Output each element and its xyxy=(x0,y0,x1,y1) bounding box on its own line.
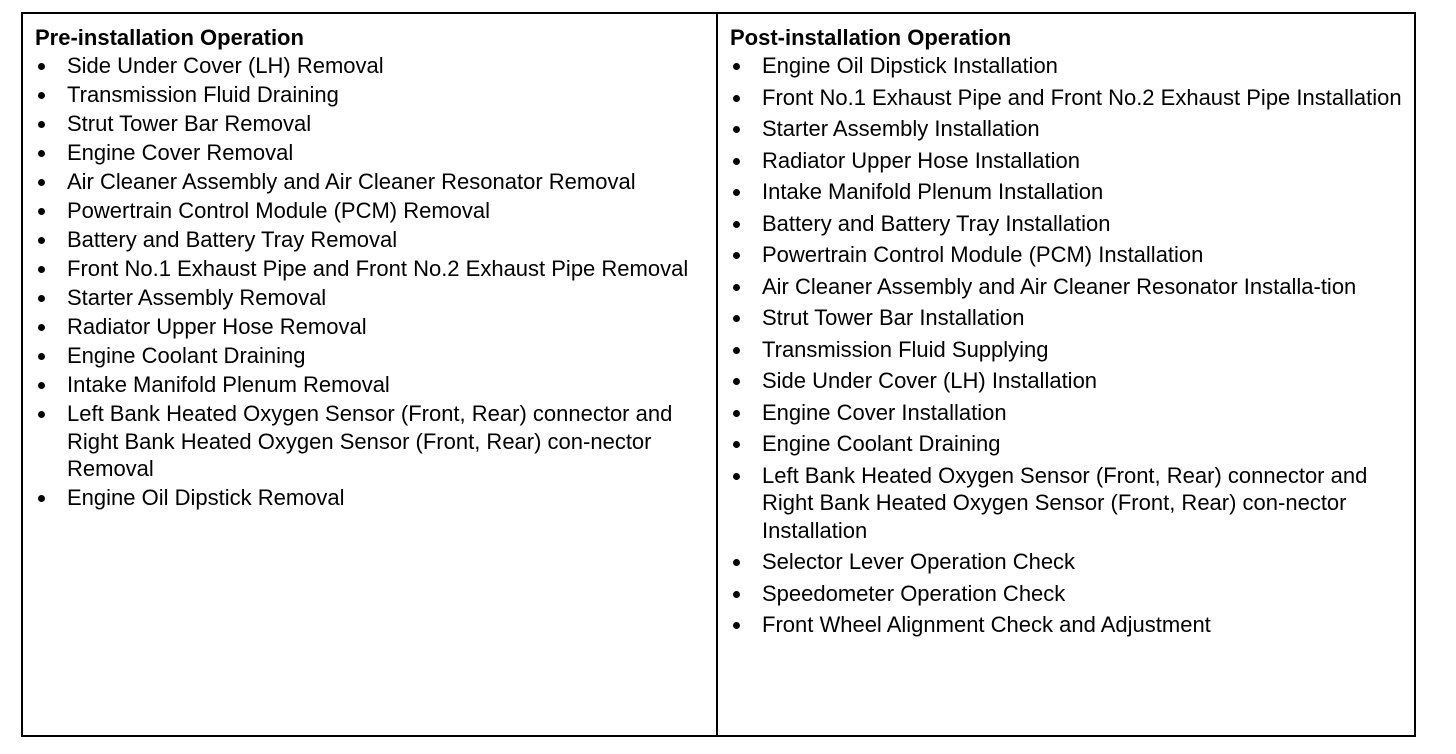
list-item: Speedometer Operation Check xyxy=(730,580,1402,608)
list-item: Side Under Cover (LH) Removal xyxy=(35,52,704,80)
pre-installation-title: Pre-installation Operation xyxy=(35,25,304,50)
list-item: Powertrain Control Module (PCM) Removal xyxy=(35,197,704,225)
pre-installation-column xyxy=(23,14,718,735)
list-item: Left Bank Heated Oxygen Sensor (Front, Rear) connector and Right Bank Heated Oxygen Sensor (Front, Rear) con-nector Removal xyxy=(35,400,704,483)
list-item: Air Cleaner Assembly and Air Cleaner Resonator Installa-tion xyxy=(730,273,1402,301)
list-item: Engine Coolant Draining xyxy=(35,342,704,370)
list-item: Battery and Battery Tray Removal xyxy=(35,226,704,254)
list-item: Selector Lever Operation Check xyxy=(730,548,1402,576)
list-item: Transmission Fluid Draining xyxy=(35,81,704,109)
post-installation-list xyxy=(730,52,1402,639)
list-item: Transmission Fluid Supplying xyxy=(730,336,1402,364)
list-item: Powertrain Control Module (PCM) Installation xyxy=(730,241,1402,269)
list-item: Engine Coolant Draining xyxy=(730,430,1402,458)
list-item: Radiator Upper Hose Installation xyxy=(730,147,1402,175)
list-item: Front No.1 Exhaust Pipe and Front No.2 Exhaust Pipe Removal xyxy=(35,255,704,283)
list-item: Strut Tower Bar Installation xyxy=(730,304,1402,332)
pre-installation-list xyxy=(35,52,704,512)
list-item: Front No.1 Exhaust Pipe and Front No.2 Exhaust Pipe Installation xyxy=(730,84,1402,112)
list-item: Engine Oil Dipstick Removal xyxy=(35,484,704,512)
list-item: Intake Manifold Plenum Removal xyxy=(35,371,704,399)
list-item: Left Bank Heated Oxygen Sensor (Front, Rear) connector and Right Bank Heated Oxygen Sensor (Front, Rear) con-nector Installation xyxy=(730,462,1402,545)
list-item: Intake Manifold Plenum Installation xyxy=(730,178,1402,206)
list-item: Starter Assembly Installation xyxy=(730,115,1402,143)
operations-table xyxy=(21,12,1416,737)
list-item: Engine Cover Removal xyxy=(35,139,704,167)
list-item: Starter Assembly Removal xyxy=(35,284,704,312)
list-item: Front Wheel Alignment Check and Adjustment xyxy=(730,611,1402,639)
list-item: Radiator Upper Hose Removal xyxy=(35,313,704,341)
list-item: Engine Oil Dipstick Installation xyxy=(730,52,1402,80)
list-item: Battery and Battery Tray Installation xyxy=(730,210,1402,238)
list-item: Engine Cover Installation xyxy=(730,399,1402,427)
post-installation-title: Post-installation Operation xyxy=(730,25,1012,50)
post-installation-column xyxy=(718,14,1414,735)
list-item: Side Under Cover (LH) Installation xyxy=(730,367,1402,395)
list-item: Strut Tower Bar Removal xyxy=(35,110,704,138)
list-item: Air Cleaner Assembly and Air Cleaner Resonator Removal xyxy=(35,168,704,196)
